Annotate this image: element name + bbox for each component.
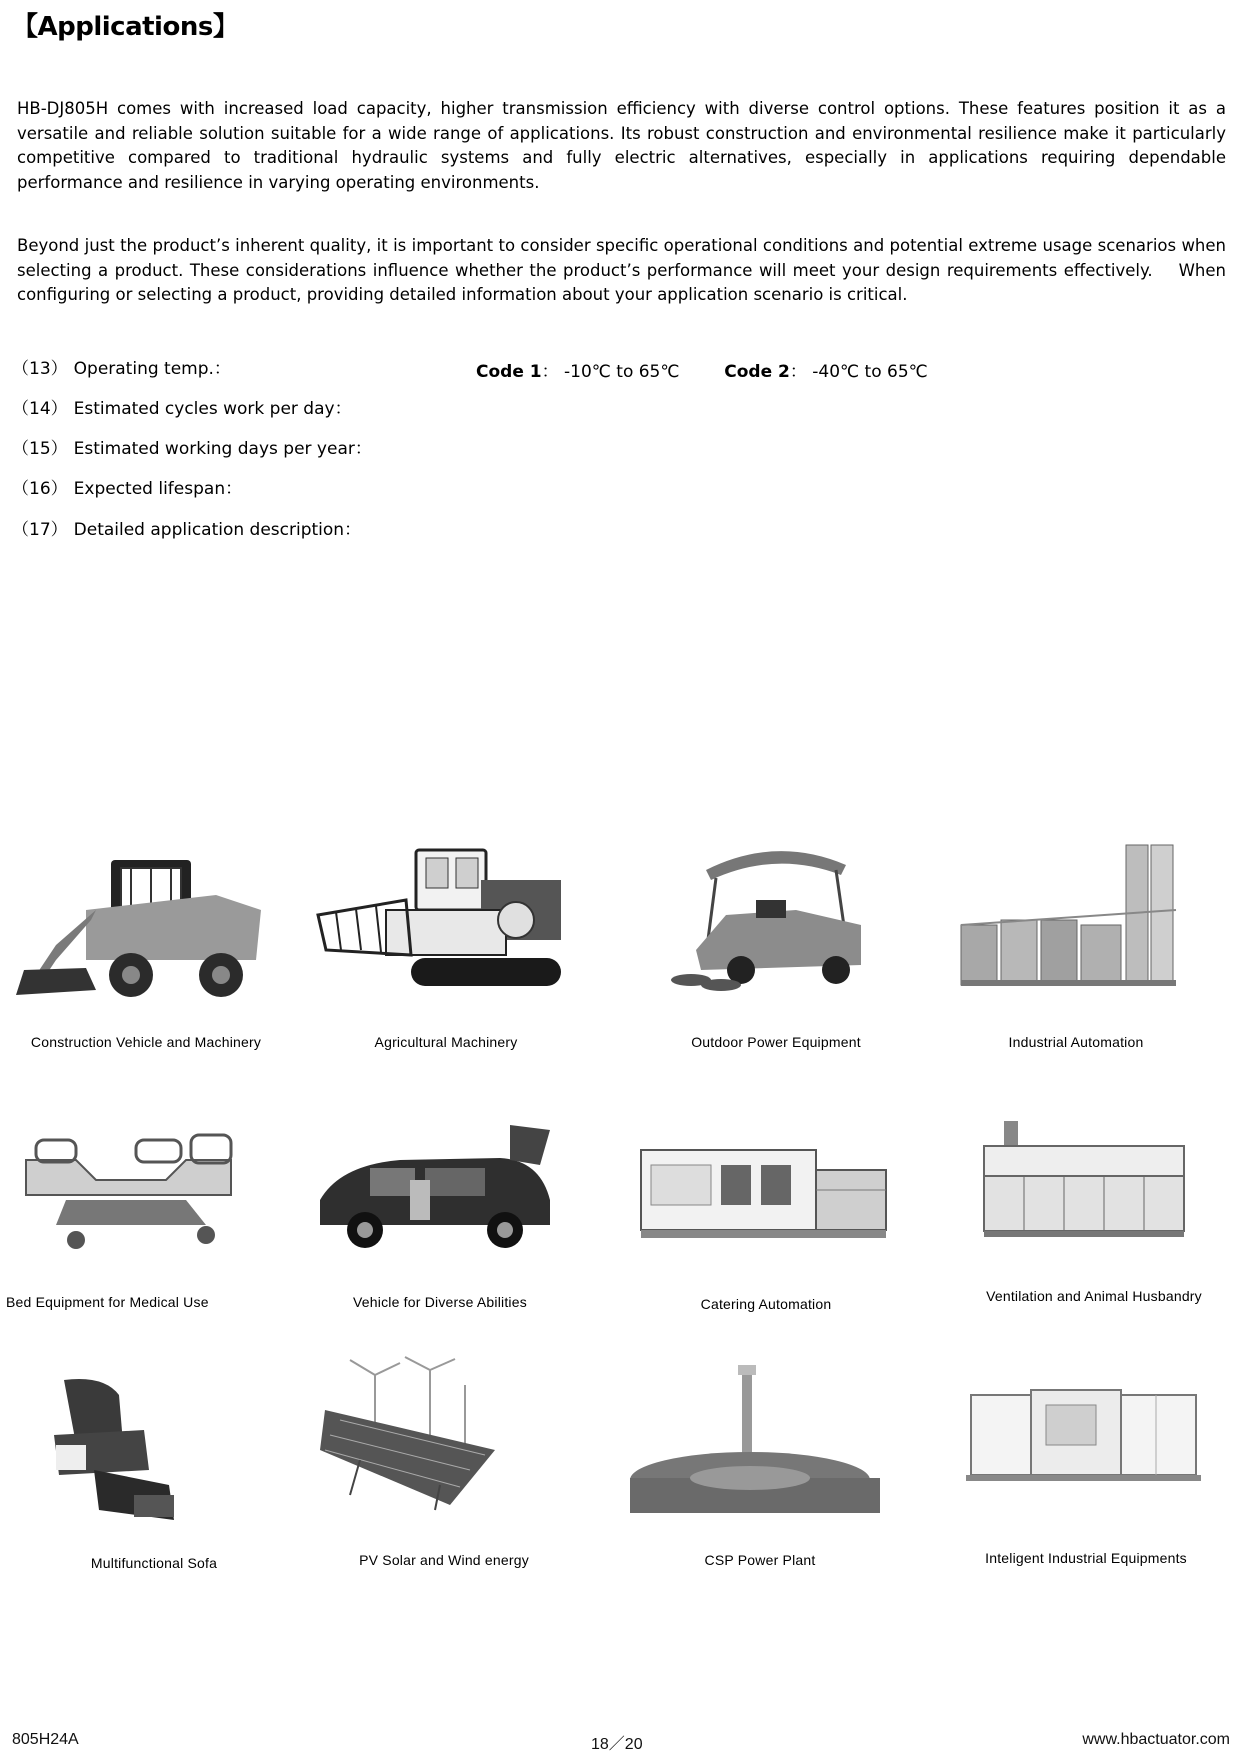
application-csp-plant	[620, 1360, 900, 1580]
footer-page-number: 18／20	[591, 1736, 643, 1752]
application-caption: PV Solar and Wind energy	[359, 1552, 529, 1568]
livestock-facility-icon	[964, 1116, 1224, 1276]
param-expected-lifespan	[12, 474, 242, 499]
application-outdoor-power	[636, 840, 916, 1060]
param-label: Estimated cycles work per day：	[73, 399, 352, 419]
param-operating-temp	[12, 354, 231, 379]
application-caption: Inteligent Industrial Equipments	[985, 1550, 1187, 1566]
application-caption: Ventilation and Animal Husbandry	[986, 1288, 1202, 1304]
selection-paragraph: Beyond just the product’s inherent quality, it is important to consider specific operational conditions and potential extreme usage scenarios when selecting a product. These considerations influence whether the product’s performance will meet your design requirements effectively. When configuring or selecting a product, providing detailed information about your application scenario is critical.	[17, 236, 1226, 304]
param-days-per-year	[12, 434, 372, 459]
hospital-bed-icon	[16, 1120, 276, 1280]
temp-code-2-sep: ：	[789, 362, 807, 382]
application-caption: Construction Vehicle and Machinery	[30, 1034, 262, 1050]
application-medical-bed	[6, 1120, 286, 1340]
accessible-van-icon	[310, 1120, 570, 1280]
application-construction	[6, 840, 286, 1060]
param-cycles-per-day	[12, 394, 352, 419]
application-ventilation	[954, 1116, 1234, 1336]
application-intelligent-equipment	[946, 1360, 1226, 1580]
application-caption: Catering Automation	[700, 1296, 832, 1312]
massage-chair-icon	[0, 1375, 244, 1535]
param-number: （14）	[12, 399, 68, 419]
application-caption: CSP Power Plant	[704, 1552, 816, 1568]
param-number: （17）	[12, 520, 68, 540]
application-caption: Bed Equipment for Medical Use	[6, 1294, 209, 1310]
application-sofa	[0, 1375, 254, 1595]
intro-paragraph: HB-DJ805H comes with increased load capacity, higher transmission efficiency with diverse control options. These features position it as a versatile and reliable solution suitable for a wide range of applications. Its robust construction and environmental resilience make it particularly competitive compared to traditional hydraulic systems and fully electric alternatives, especially in applications requiring dependable performance and resilience in varying operating environments.	[17, 99, 1226, 192]
param-label: Detailed application description：	[73, 520, 362, 540]
param-label: Estimated working days per year：	[73, 439, 372, 459]
footer-website: www.hbactuator.com	[1082, 1731, 1230, 1748]
application-accessible-vehicle	[300, 1120, 580, 1340]
temp-code-1-sep: ：	[541, 362, 559, 382]
street-sweeper-icon	[646, 840, 906, 1000]
temp-code-1-label: Code 1	[476, 362, 542, 382]
section-title: 【Applications】	[12, 12, 239, 42]
application-agricultural	[306, 840, 586, 1060]
application-caption: Multifunctional Sofa	[90, 1555, 218, 1571]
footer-document-code: 805H24A	[12, 1731, 79, 1748]
catering-machine-icon	[636, 1120, 896, 1280]
param-application-description	[12, 515, 361, 540]
param-label: Operating temp.：	[73, 359, 231, 379]
harvester-icon	[316, 840, 576, 1000]
application-catering-automation	[626, 1120, 906, 1340]
param-number: （15）	[12, 439, 68, 459]
industrial-equipment-icon	[956, 1360, 1216, 1520]
application-solar-wind	[310, 1355, 590, 1575]
temp-codes	[476, 357, 928, 382]
skid-steer-loader-icon	[16, 840, 276, 1000]
application-caption: Vehicle for Diverse Abilities	[353, 1294, 527, 1310]
param-number: （13）	[12, 359, 68, 379]
temp-code-1-range: -10℃ to 65℃	[558, 362, 680, 382]
csp-tower-icon	[630, 1360, 890, 1520]
temp-code-2-label: Code 2	[724, 362, 790, 382]
solar-wind-icon	[320, 1355, 580, 1515]
param-label: Expected lifespan：	[73, 479, 243, 499]
application-caption: Industrial Automation	[1008, 1034, 1144, 1050]
application-caption: Outdoor Power Equipment	[691, 1034, 861, 1050]
application-industrial-automation	[936, 840, 1216, 1060]
param-number: （16）	[12, 479, 68, 499]
industrial-silos-icon	[946, 840, 1206, 1000]
application-caption: Agricultural Machinery	[374, 1034, 518, 1050]
temp-code-2-range: -40℃ to 65℃	[806, 362, 928, 382]
